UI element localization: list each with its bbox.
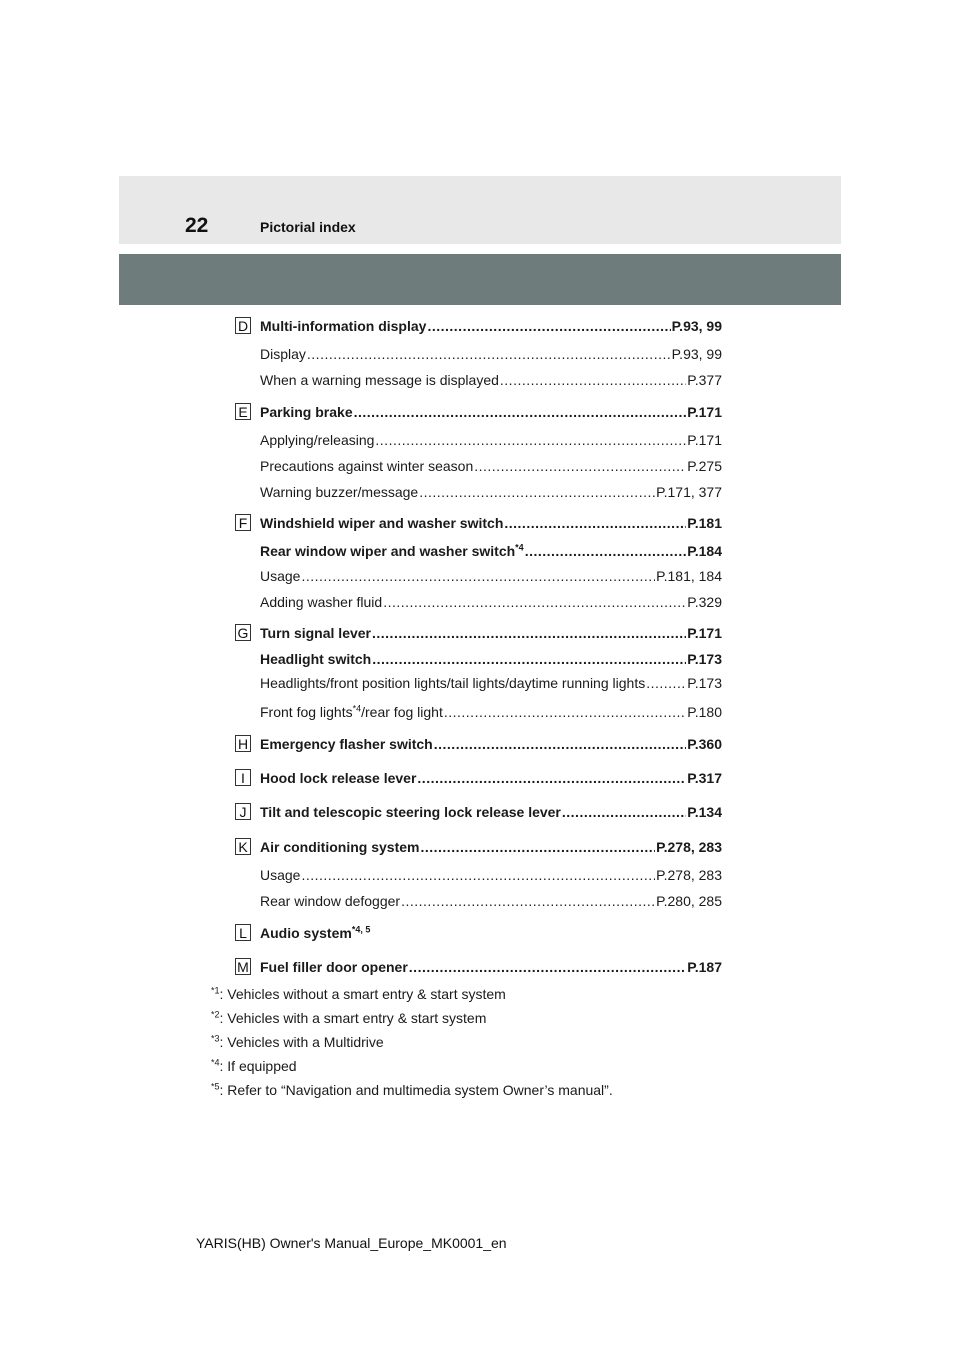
- page-reference[interactable]: P.173: [687, 651, 722, 667]
- entry-label: [260, 770, 416, 786]
- index-entry[interactable]: [260, 770, 722, 788]
- leader-dots: [562, 804, 686, 820]
- entry-label-text: Hood lock release lever: [260, 770, 417, 786]
- page-reference[interactable]: P.278, 283: [656, 867, 722, 883]
- footnote-mark: *5: [211, 1081, 220, 1092]
- page-reference[interactable]: P.360: [687, 736, 722, 752]
- entry-label-text: /rear fog light: [361, 704, 443, 720]
- page-reference[interactable]: P.181, 184: [656, 568, 722, 584]
- index-subentry[interactable]: [260, 893, 722, 911]
- leader-dots: [434, 736, 686, 752]
- entry-label: [260, 594, 382, 610]
- section-banner: [119, 254, 841, 305]
- entry-label-text: Multi-information display: [260, 318, 427, 334]
- footnote-text: : If equipped: [219, 1058, 297, 1074]
- entry-label-text: Warning buzzer/message: [260, 484, 419, 500]
- footnote-marker: *4: [515, 542, 524, 553]
- section-letter-f: F: [235, 514, 251, 531]
- index-entry[interactable]: [260, 736, 722, 754]
- entry-label: [260, 839, 419, 855]
- leader-dots: [372, 625, 686, 641]
- section-letter-j: J: [235, 803, 251, 820]
- index-subentry[interactable]: [260, 458, 722, 476]
- entry-label: [260, 804, 561, 820]
- index-subentry[interactable]: [260, 675, 722, 693]
- page-reference[interactable]: P.181: [687, 515, 722, 531]
- entry-label: [260, 625, 371, 641]
- entry-label-text: Rear window wiper and washer switch: [260, 543, 516, 559]
- footnote: [211, 986, 506, 1002]
- index-subentry[interactable]: [260, 867, 722, 885]
- index-subentry[interactable]: [260, 568, 722, 586]
- header-band: [119, 176, 841, 244]
- index-subentry[interactable]: [260, 484, 722, 502]
- footnote: [211, 1034, 384, 1050]
- entry-label: [260, 318, 426, 334]
- leader-dots: [500, 372, 686, 388]
- index-entry[interactable]: [260, 543, 722, 561]
- leader-dots: [375, 432, 686, 448]
- index-entry[interactable]: [260, 515, 722, 533]
- page-reference[interactable]: P.329: [687, 594, 722, 610]
- index-entry[interactable]: [260, 404, 722, 422]
- footer-text: YARIS(HB) Owner's Manual_Europe_MK0001_en: [196, 1235, 507, 1251]
- entry-label-text: Usage: [260, 568, 301, 584]
- entry-label-text: Headlight switch: [260, 651, 372, 667]
- section-letter-m: M: [235, 958, 251, 975]
- entry-label: [260, 346, 306, 362]
- leader-dots: [504, 515, 686, 531]
- page-reference[interactable]: P.171: [687, 432, 722, 448]
- entry-label-text: Headlights/front position lights/tail lights/daytime running lights: [260, 675, 646, 691]
- section-letter-h: H: [235, 735, 251, 752]
- leader-dots: [372, 651, 686, 667]
- entry-label: [260, 651, 371, 667]
- footnote-marker: *4: [352, 703, 362, 714]
- leader-dots: [354, 404, 687, 420]
- entry-label: [260, 867, 300, 883]
- page-reference[interactable]: P.377: [687, 372, 722, 388]
- leader-dots: [444, 704, 686, 720]
- page-reference[interactable]: P.134: [687, 804, 722, 820]
- page-reference[interactable]: P.278, 283: [656, 839, 722, 855]
- section-letter-l: L: [235, 924, 251, 941]
- entry-label-text: When a warning message is displayed: [260, 372, 499, 388]
- leader-dots: [401, 893, 655, 909]
- footnote-text: : Vehicles with a smart entry & start system: [219, 1010, 487, 1026]
- entry-label: [260, 959, 408, 975]
- index-entry[interactable]: [260, 804, 722, 822]
- entry-label: [260, 404, 353, 420]
- leader-dots: [420, 839, 655, 855]
- entry-label: [260, 543, 524, 559]
- footnote: [211, 1010, 486, 1026]
- entry-label-text: Adding washer fluid: [260, 594, 383, 610]
- entry-label: [260, 893, 400, 909]
- page-reference[interactable]: P.171: [687, 625, 722, 641]
- section-letter-d: D: [235, 317, 251, 334]
- entry-label-text: Audio system: [260, 925, 352, 941]
- footnote: [211, 1082, 613, 1098]
- entry-label: [260, 372, 499, 388]
- page-reference[interactable]: P.173: [687, 675, 722, 691]
- index-subentry[interactable]: [260, 346, 722, 364]
- entry-label: [260, 458, 473, 474]
- leader-dots: [427, 318, 670, 334]
- footnote-marker: *4, 5: [351, 924, 371, 935]
- entry-label-text: Tilt and telescopic steering lock release lever: [260, 804, 561, 820]
- entry-label-text: Windshield wiper and washer switch: [260, 515, 504, 531]
- page-reference[interactable]: P.280, 285: [656, 893, 722, 909]
- section-letter-e: E: [235, 403, 251, 420]
- entry-label: [260, 568, 300, 584]
- entry-label: [260, 432, 374, 448]
- index-entry[interactable]: [260, 925, 722, 943]
- page-reference[interactable]: P.184: [687, 543, 722, 559]
- index-subentry[interactable]: [260, 372, 722, 390]
- index-entry[interactable]: [260, 959, 722, 977]
- page-reference[interactable]: P.93, 99: [671, 346, 722, 362]
- section-title: Pictorial index: [260, 219, 356, 235]
- page-reference[interactable]: P.171: [687, 404, 722, 420]
- index-entry[interactable]: [260, 839, 722, 857]
- page-reference[interactable]: P.171, 377: [656, 484, 722, 500]
- footnote: [211, 1058, 297, 1074]
- entry-label: [260, 925, 370, 941]
- footnote-text: : Vehicles with a Multidrive: [219, 1034, 384, 1050]
- page-number: 22: [185, 214, 209, 237]
- footnote-text: : Vehicles without a smart entry & start system: [219, 986, 506, 1002]
- leader-dots: [474, 458, 686, 474]
- entry-label-text: Rear window defogger: [260, 893, 401, 909]
- leader-dots: [383, 594, 686, 610]
- leader-dots: [525, 543, 687, 559]
- entry-label-text: Usage: [260, 867, 301, 883]
- leader-dots: [301, 867, 655, 883]
- page-reference[interactable]: P.275: [687, 458, 722, 474]
- index-entry[interactable]: [260, 625, 722, 643]
- index-subentry[interactable]: [260, 594, 722, 612]
- entry-label-text: Parking brake: [260, 404, 353, 420]
- entry-label-text: Applying/releasing: [260, 432, 375, 448]
- entry-label: [260, 515, 503, 531]
- entry-label-text: Emergency flasher switch: [260, 736, 433, 752]
- footnote-text: : Refer to “Navigation and multimedia system Owner’s manual”.: [219, 1082, 613, 1098]
- footnote-mark: *1: [211, 985, 220, 996]
- index-entry[interactable]: [260, 318, 722, 336]
- entry-label-text: Precautions against winter season: [260, 458, 474, 474]
- entry-label-text: Display: [260, 346, 306, 362]
- leader-dots: [646, 675, 686, 691]
- page-reference[interactable]: P.180: [687, 704, 722, 720]
- leader-dots: [307, 346, 671, 362]
- leader-dots: [409, 959, 686, 975]
- footnote-mark: *4: [211, 1057, 220, 1068]
- footnote-mark: *3: [211, 1033, 220, 1044]
- section-letter-i: I: [235, 769, 251, 786]
- index-subentry[interactable]: [260, 704, 722, 722]
- entry-label-text: Fuel filler door opener: [260, 959, 408, 975]
- index-subentry[interactable]: [260, 432, 722, 450]
- leader-dots: [419, 484, 655, 500]
- entry-label: [260, 484, 418, 500]
- index-entry[interactable]: [260, 651, 722, 669]
- leader-dots: [417, 770, 686, 786]
- section-letter-k: K: [235, 838, 251, 855]
- entry-label-text: Air conditioning system: [260, 839, 420, 855]
- footnote-mark: *2: [211, 1009, 220, 1020]
- entry-label: [260, 675, 645, 691]
- page-reference[interactable]: P.93, 99: [671, 318, 722, 334]
- entry-label: [260, 736, 433, 752]
- leader-dots: [301, 568, 655, 584]
- entry-label-text: Turn signal lever: [260, 625, 371, 641]
- entry-label: [260, 704, 443, 720]
- section-letter-g: G: [235, 624, 251, 641]
- page-reference[interactable]: P.187: [687, 959, 722, 975]
- entry-label-text: Front fog lights: [260, 704, 353, 720]
- page-reference[interactable]: P.317: [687, 770, 722, 786]
